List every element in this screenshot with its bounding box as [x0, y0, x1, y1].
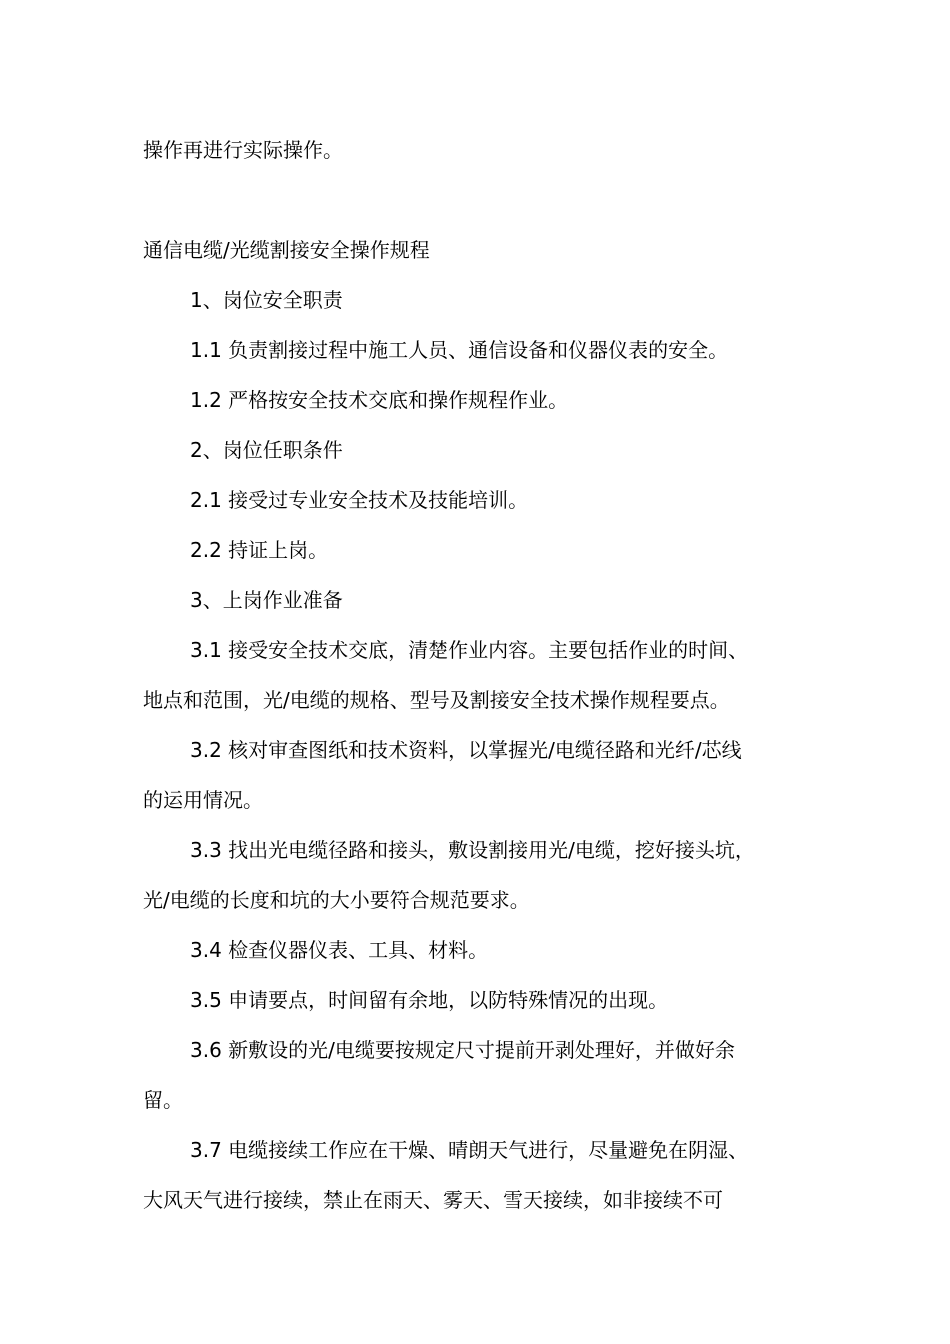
- section-heading: 2、岗位任职条件: [190, 438, 343, 462]
- paragraph-line: 留。: [143, 1088, 183, 1112]
- paragraph-line: 1.1 负责割接过程中施工人员、通信设备和仪器仪表的安全。: [190, 338, 729, 362]
- section-heading: 3、上岗作业准备: [190, 588, 343, 612]
- paragraph-line: 的运用情况。: [143, 788, 263, 812]
- continuation-text: 操作再进行实际操作。: [143, 138, 343, 162]
- paragraph-line: 3.7 电缆接续工作应在干燥、晴朗天气进行，尽量避免在阴湿、: [190, 1138, 749, 1162]
- paragraph-line: 3.4 检查仪器仪表、工具、材料。: [190, 938, 489, 962]
- paragraph-line: 2.2 持证上岗。: [190, 538, 329, 562]
- paragraph-line: 2.1 接受过专业安全技术及技能培训。: [190, 488, 529, 512]
- paragraph-line: 大风天气进行接续，禁止在雨天、雾天、雪天接续，如非接续不可: [143, 1188, 723, 1212]
- paragraph-line: 3.3 找出光电缆径路和接头，敷设割接用光/电缆，挖好接头坑，: [190, 838, 755, 862]
- section-heading: 1、岗位安全职责: [190, 288, 343, 312]
- document-title: 通信电缆/光缆割接安全操作规程: [143, 238, 430, 262]
- paragraph-line: 1.2 严格按安全技术交底和操作规程作业。: [190, 388, 569, 412]
- paragraph-line: 3.5 申请要点，时间留有余地，以防特殊情况的出现。: [190, 988, 669, 1012]
- paragraph-line: 光/电缆的长度和坑的大小要符合规范要求。: [143, 888, 530, 912]
- paragraph-line: 3.2 核对审查图纸和技术资料，以掌握光/电缆径路和光纤/芯线: [190, 738, 742, 762]
- paragraph-line: 地点和范围，光/电缆的规格、型号及割接安全技术操作规程要点。: [143, 688, 730, 712]
- paragraph-line: 3.6 新敷设的光/电缆要按规定尺寸提前开剥处理好，并做好余: [190, 1038, 735, 1062]
- paragraph-line: 3.1 接受安全技术交底，清楚作业内容。主要包括作业的时间、: [190, 638, 749, 662]
